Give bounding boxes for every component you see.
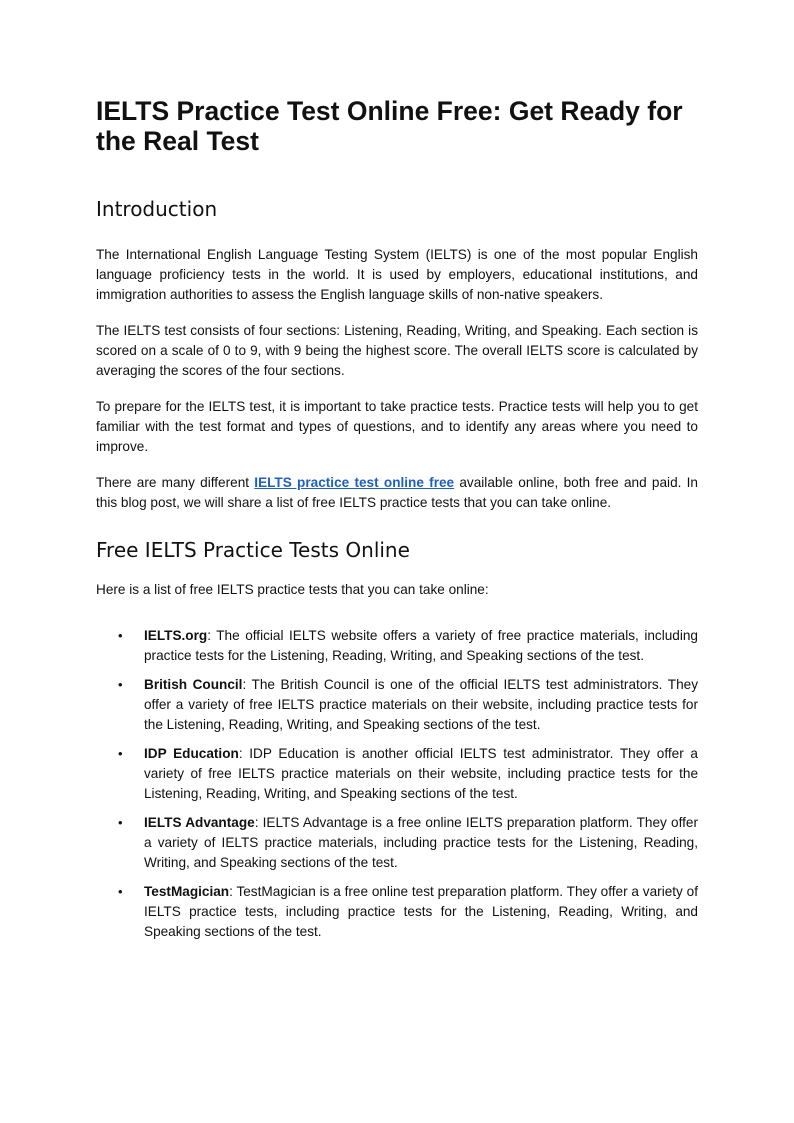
bullet-icon: • xyxy=(118,677,123,692)
list-item-text: : The official IELTS website offers a variety of free practice materials, including practice tests for the Listening, Reading, Writing, and Speaking sections of the test. xyxy=(144,628,698,663)
bullet-icon: • xyxy=(118,746,123,761)
list-item-text: : IELTS Advantage is a free online IELTS preparation platform. They offer a variety of IELTS practice materials, including practice tests for the Listening, Reading, Writing, and Speaking sections of the test. xyxy=(144,815,698,870)
free-tests-intro: Here is a list of free IELTS practice tests that you can take online: xyxy=(96,582,489,597)
intro-paragraph-4-before: There are many different xyxy=(96,475,255,490)
list-item-term: IELTS Advantage xyxy=(144,815,255,830)
list-item xyxy=(118,813,698,873)
practice-test-list xyxy=(96,626,698,942)
intro-paragraph-4-after: available online, both free and paid. In this blog post, we will share a list of free IELTS practice tests that you can take online. xyxy=(96,475,698,510)
list-item-term: IELTS.org xyxy=(144,628,208,643)
page-title: IELTS Practice Test Online Free: Get Ready for the Real Test xyxy=(96,96,683,156)
list-item-term: British Council xyxy=(144,677,243,692)
list-item-text: : TestMagician is a free online test preparation platform. They offer a variety of IELTS practice tests, including practice tests for the Listening, Reading, Writing, and Speaking sections of the test. xyxy=(144,884,698,939)
list-item-term: TestMagician xyxy=(144,884,230,899)
ielts-practice-test-link[interactable]: IELTS practice test online free xyxy=(254,475,455,490)
intro-paragraph-3: To prepare for the IELTS test, it is important to take practice tests. Practice tests will help you to get familiar with the test format and types of questions, and to identify any areas where you need to improve. xyxy=(96,399,698,454)
bullet-icon: • xyxy=(118,815,123,830)
intro-paragraph-2: The IELTS test consists of four sections: Listening, Reading, Writing, and Speaking. Each section is scored on a scale of 0 to 9, with 9 being the highest score. The overall IELTS score is calculated by averaging the scores of the four sections. xyxy=(96,323,698,378)
document-page xyxy=(96,96,698,951)
intro-paragraph-4 xyxy=(96,473,698,513)
bullet-icon: • xyxy=(118,628,123,643)
list-item xyxy=(118,675,698,735)
list-item-text: : IDP Education is another official IELTS test administrator. They offer a variety of free IELTS practice materials on their website, including practice tests for the Listening, Reading, Writing, and Speaking sections of the test. xyxy=(144,746,698,801)
list-item xyxy=(118,882,698,942)
list-item-text: : The British Council is one of the official IELTS test administrators. They offer a variety of free IELTS practice materials on their website, including practice tests for the Listening, Reading, Writing, and Speaking sections of the test. xyxy=(144,677,698,732)
introduction-heading: Introduction xyxy=(96,197,218,221)
intro-paragraph-1: The International English Language Testing System (IELTS) is one of the most popular English language proficiency tests in the world. It is used by employers, educational institutions, and immigration authorities to assess the English language skills of non-native speakers. xyxy=(96,247,698,302)
list-item-term: IDP Education xyxy=(144,746,239,761)
bullet-icon: • xyxy=(118,884,123,899)
list-item xyxy=(118,744,698,804)
free-tests-heading: Free IELTS Practice Tests Online xyxy=(96,538,410,562)
list-item xyxy=(118,626,698,666)
